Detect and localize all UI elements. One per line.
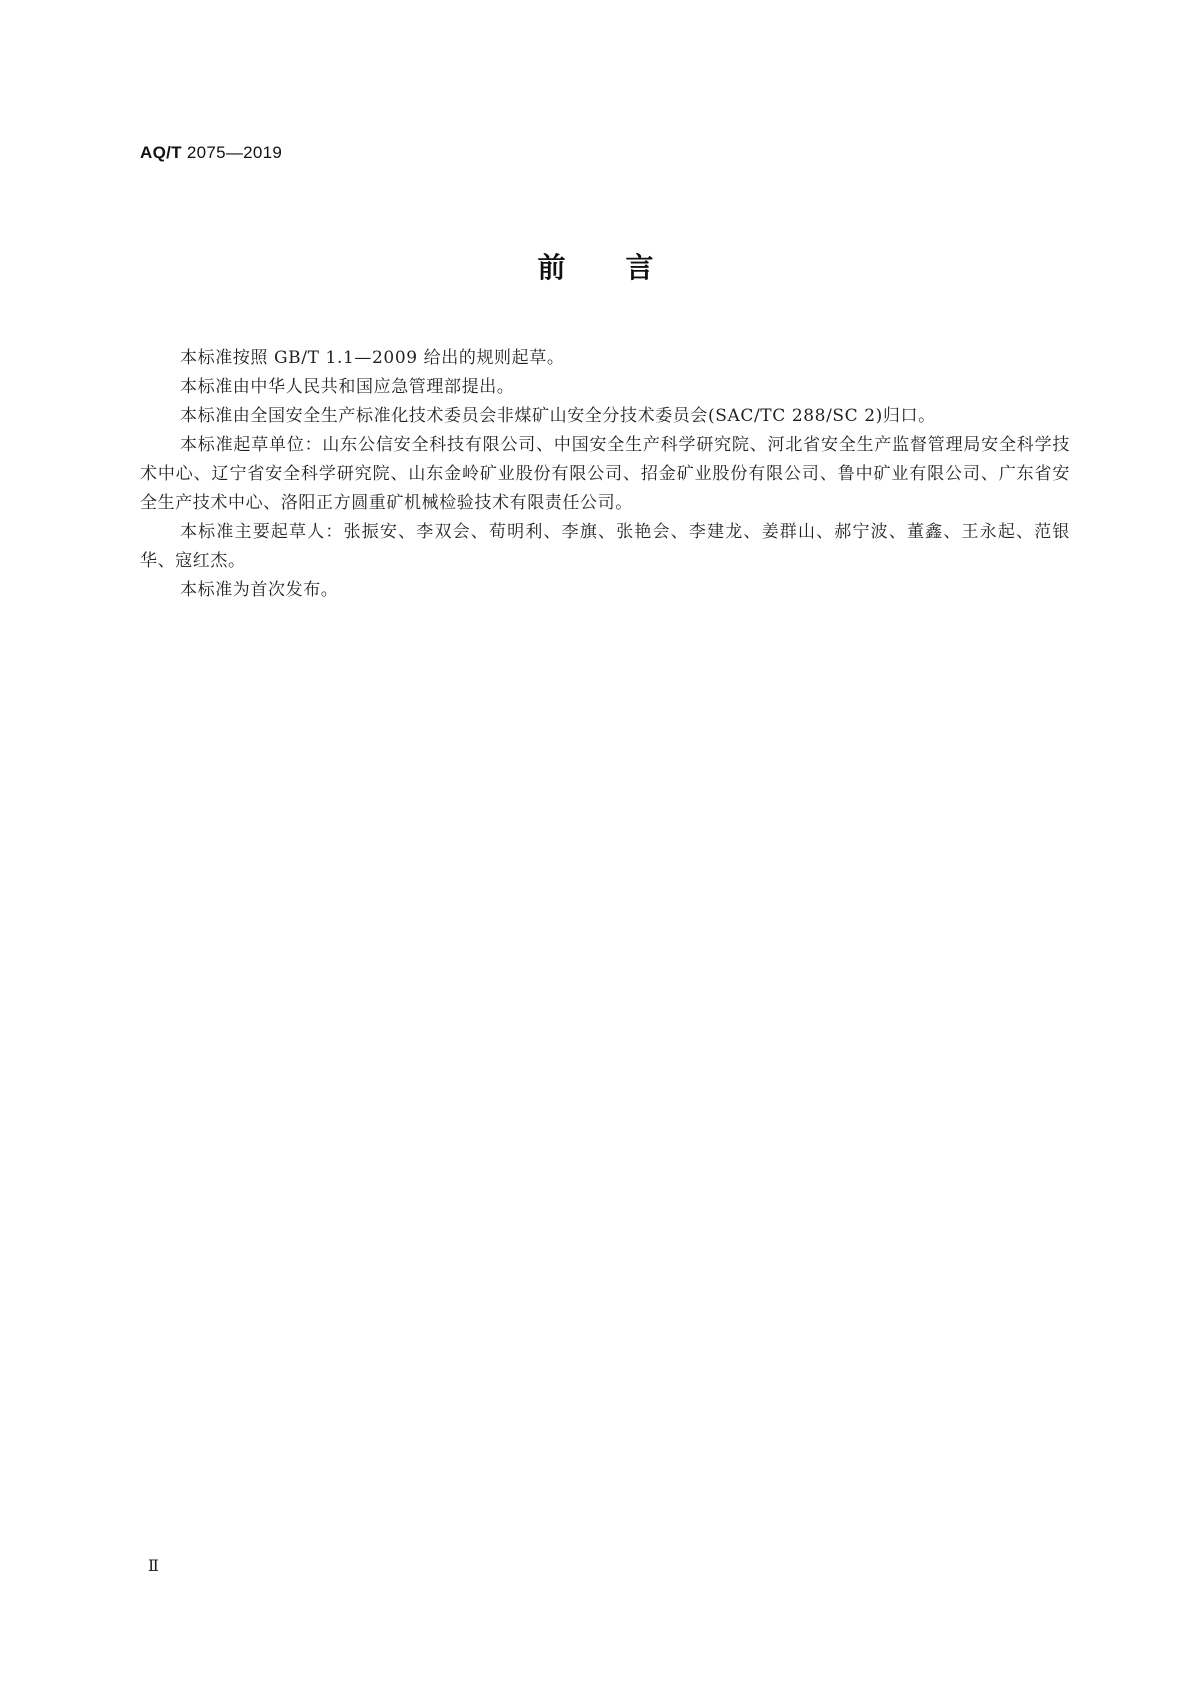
paragraph-drafting-rules: 本标准按照 GB/T 1.1—2009 给出的规则起草。 [180, 348, 565, 368]
standard-code [140, 143, 282, 163]
page-title: 前言 [537, 251, 714, 284]
paragraph-first-release: 本标准为首次发布。 [180, 580, 339, 600]
paragraph-centralized-by: 本标准由全国安全生产标准化技术委员会非煤矿山安全分技术委员会(SAC/TC 288/SC 2)归口。 [180, 406, 936, 426]
page-number: Ⅱ [148, 1556, 159, 1575]
paragraph-proposer: 本标准由中华人民共和国应急管理部提出。 [180, 377, 515, 397]
standard-code-prefix: AQ/T [140, 143, 182, 162]
paragraph-drafters: 本标准主要起草人：张振安、李双会、荀明利、李旗、张艳会、李建龙、姜群山、郝宁波、董鑫、王永起、范银华、寇红杰。 [140, 522, 1070, 571]
standard-code-number: 2075—2019 [186, 143, 283, 162]
paragraph-drafting-units: 本标准起草单位：山东公信安全科技有限公司、中国安全生产科学研究院、河北省安全生产监督管理局安全科学技术中心、辽宁省安全科学研究院、山东金岭矿业股份有限公司、招金矿业股份有限公司、鲁中矿业有限公司、广东省安全生产技术中心、洛阳正方圆重矿机械检验技术有限责任公司。 [140, 435, 1070, 513]
foreword-body [140, 344, 1070, 605]
